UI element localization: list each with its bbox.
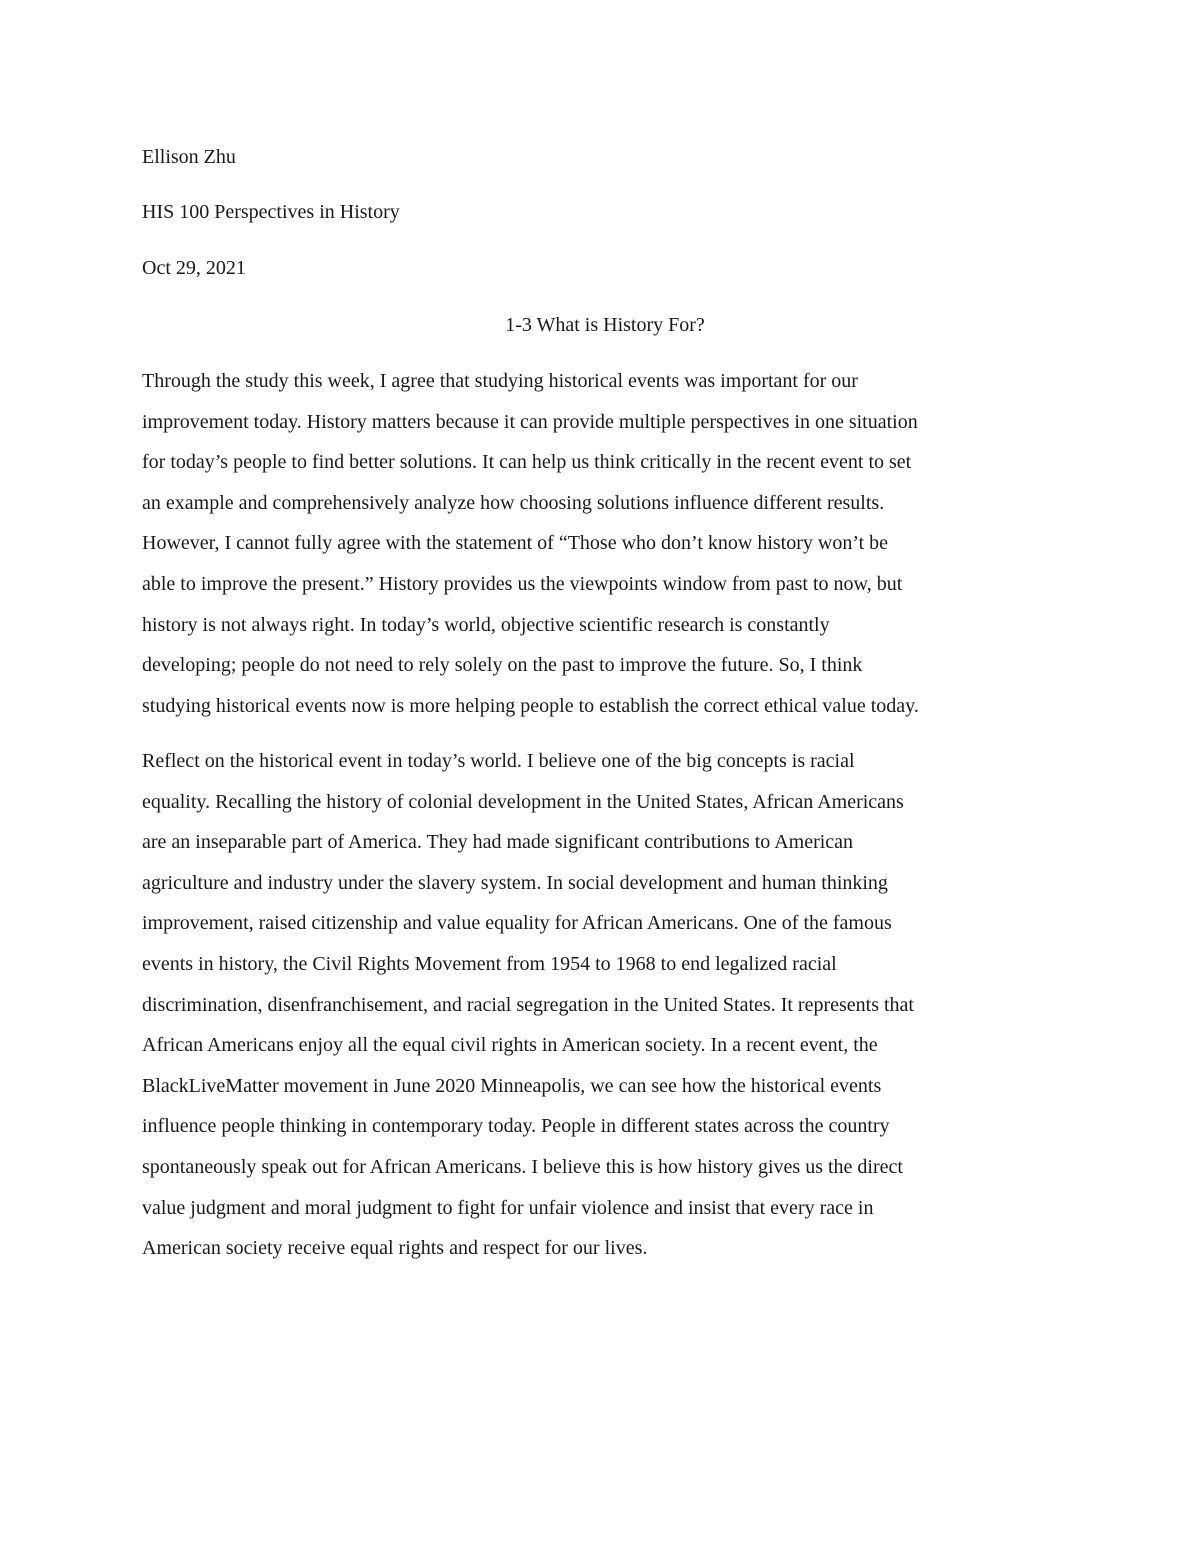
body-paragraph-1 — [142, 368, 1062, 733]
paragraph-line: influence people thinking in contemporary today. People in different states across the country — [142, 1115, 890, 1138]
paragraph-line: Through the study this week, I agree that studying historical events was important for our — [142, 370, 858, 392]
document-date: Oct 29, 2021 — [142, 257, 246, 279]
paragraph-line: able to improve the present.” History provides us the viewpoints window from past to now, but — [142, 572, 903, 595]
paragraph-line: improvement today. History matters because it can provide multiple perspectives in one situation — [142, 410, 918, 433]
author-name: Ellison Zhu — [142, 146, 236, 168]
paragraph-line: improvement, raised citizenship and value equality for African Americans. One of the famous — [142, 912, 892, 935]
paragraph-line: spontaneously speak out for African Americans. I believe this is how history gives us the direct — [142, 1155, 903, 1178]
paragraph-line: developing; people do not need to rely solely on the past to improve the future. So, I think — [142, 654, 863, 677]
paragraph-line: value judgment and moral judgment to fight for unfair violence and insist that every race in — [142, 1196, 874, 1219]
body-paragraph-2 — [142, 748, 1062, 1276]
paragraph-line: are an inseparable part of America. They had made significant contributions to American — [142, 831, 854, 854]
paragraph-line: African Americans enjoy all the equal civil rights in American society. In a recent event, the — [142, 1034, 878, 1057]
paragraph-line: Reflect on the historical event in today’s world. I believe one of the big concepts is racial — [142, 750, 855, 772]
paragraph-line: American society receive equal rights and respect for our lives. — [142, 1237, 648, 1260]
paragraph-line: for today’s people to find better solutions. It can help us think critically in the recent event to set — [142, 451, 912, 474]
paragraph-line: BlackLiveMatter movement in June 2020 Minneapolis, we can see how the historical events — [142, 1074, 882, 1097]
paragraph-line: equality. Recalling the history of colonial development in the United States, African Americans — [142, 790, 904, 813]
paragraph-line: discrimination, disenfranchisement, and racial segregation in the United States. It represents that — [142, 993, 914, 1016]
paragraph-line: studying historical events now is more helping people to establish the correct ethical value today. — [142, 694, 919, 717]
paragraph-line: an example and comprehensively analyze how choosing solutions influence different results. — [142, 491, 885, 514]
document-title: 1-3 What is History For? — [505, 314, 705, 336]
paragraph-line: history is not always right. In today’s world, objective scientific research is constantly — [142, 613, 830, 636]
paragraph-line: However, I cannot fully agree with the statement of “Those who don’t know history won’t be — [142, 532, 889, 555]
paragraph-line: events in history, the Civil Rights Movement from 1954 to 1968 to end legalized racial — [142, 952, 837, 975]
paragraph-line: agriculture and industry under the slavery system. In social development and human thinking — [142, 871, 888, 894]
course-name: HIS 100 Perspectives in History — [142, 201, 400, 223]
